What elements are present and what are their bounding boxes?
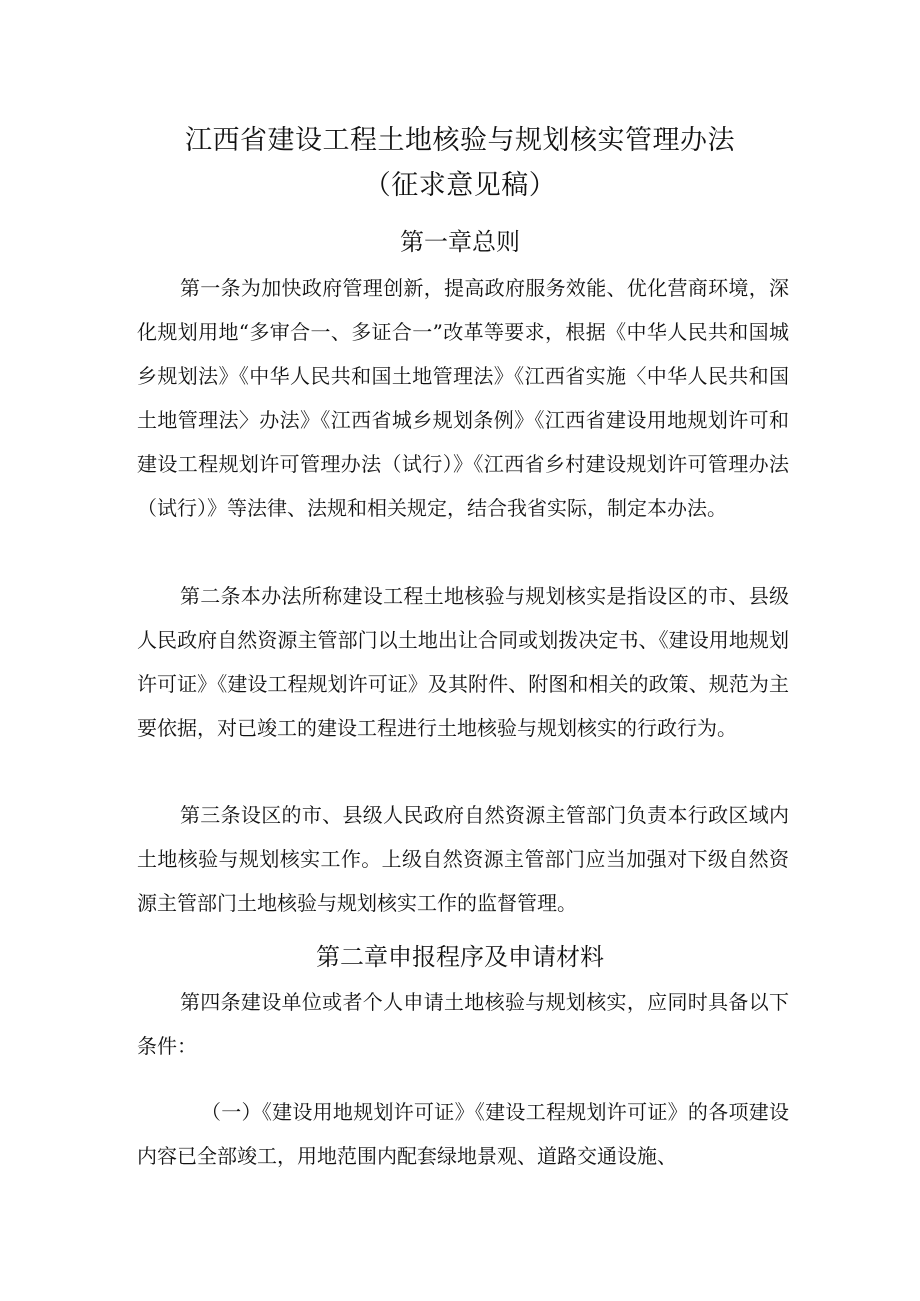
document-title: 江西省建设工程土地核验与规划核实管理办法 <box>185 125 735 156</box>
condition-item-1-text: （一）《建设用地规划许可证》《建设工程规划许可证》的各项建设内容已全部竣工，用地范围内配套绿地景观、道路交通设施、 <box>137 1100 789 1168</box>
chapter-heading-general: 第一章总则 <box>400 228 520 256</box>
article-2 <box>137 574 789 750</box>
article-4-text: 第四条建设单位或者个人申请土地核验与规划核实，应同时具备以下条件： <box>137 990 789 1058</box>
document-subtitle: （征求意见稿） <box>363 170 557 201</box>
article-1-text: 第一条为加快政府管理创新，提高政府服务效能、优化营商环境，深化规划用地“多审合一、多证合一”改革等要求，根据《中华人民共和国城乡规划法》《中华人民共和国土地管理法》《江西省实施〈中华人民共和国土地管理法〉办法》《江西省城乡规划条例》《江西省建设用地规划许可和建设工程规划许可管理办法（试行）》《江西省乡村建设规划许可管理办法（试行）》等法律、法规和相关规定，结合我省实际，制定本办法。 <box>137 276 789 520</box>
chapter-heading-procedure: 第二章申报程序及申请材料 <box>316 943 604 971</box>
article-3-text: 第三条设区的市、县级人民政府自然资源主管部门负责本行政区域内土地核验与规划核实工作。上级自然资源主管部门应当加强对下级自然资源主管部门土地核验与规划核实工作的监督管理。 <box>137 803 789 915</box>
condition-item-1 <box>137 1090 789 1178</box>
article-3 <box>137 793 789 925</box>
article-2-text: 第二条本办法所称建设工程土地核验与规划核实是指设区的市、县级人民政府自然资源主管部门以土地出让合同或划拨决定书、《建设用地规划许可证》《建设工程规划许可证》及其附件、附图和相关的政策、规范为主要依据，对已竣工的建设工程进行土地核验与规划核实的行政行为。 <box>137 584 789 740</box>
article-1 <box>137 266 789 530</box>
article-4 <box>137 980 789 1068</box>
